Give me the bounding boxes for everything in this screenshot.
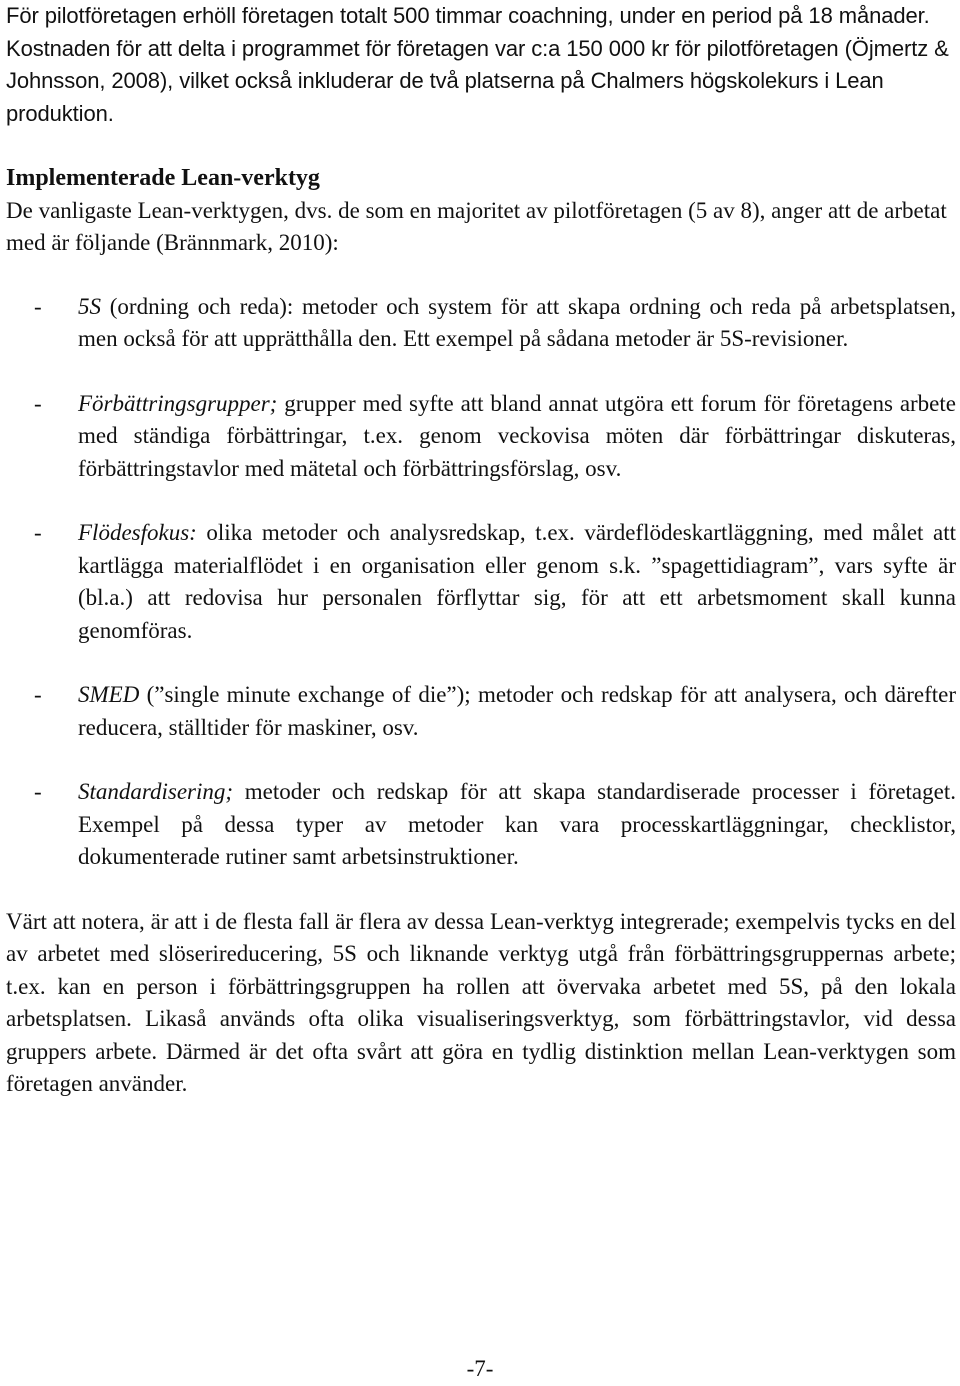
bullet-dash: - [34,520,42,545]
tool-description: grupper med syfte att bland annat utgöra ett forum för företagens arbete med ständiga förbättringar, t.ex. genom veckovisa möten där förbättringar diskuteras, förbättringstavlor med mätetal och förbättringsförslag, osv. [78,390,956,481]
bullet-dash: - [34,293,42,319]
intro-paragraph: För pilotföretagen erhöll företagen totalt 500 timmar coachning, under en period på 18 månader. Kostnaden för att delta i programmet för företagen var c:a 150 000 kr för pilotföretagen (Öjmertz & Johnsson, 2008), vilket också inkluderar de två platserna på Chalmers högskolekurs i Lean produktion. [6,3,949,126]
list-item [6,517,956,647]
list-item [6,291,956,356]
list-item [6,679,956,744]
tool-description: (ordning och reda): metoder och system för att skapa ordning och reda på arbetsplatsen, men också för att upprätthålla den. Ett exempel på sådana metoder är 5S-revisioner. [78,293,956,351]
page-number: -7- [466,1356,494,1381]
summary-paragraph: Värt att notera, är att i de flesta fall är flera av dessa Lean-verktyg integrerade; exempelvis tycks en del av arbetet med slöserireducering, 5S och liknande verktyg utgå från förbättringsgruppernas arbete; t.ex. kan en person i förbättringsgruppen ha rollen att övervaka arbetet med 5S, på den lokala arbetsplatsen. Likaså används ofta olika visualiseringsverktyg, som förbättringstavlor, vid dessa gruppers arbete. Därmed är det ofta svårt att göra en tydlig distinktion mellan Lean-verktygen som företagen använder. [6,908,956,1096]
tool-description: olika metoder och analysredskap, t.ex. värdeflödeskartläggning, med målet att kartlägga materialflödet i en organisation eller genom s.k. ”spagettidiagram”, vars syfte är (bl.a.) att redovisa hur personalen förflyttar sig, för att ett arbetsmoment skall kunna genomföras. [78,520,956,643]
document-page [6,0,956,1101]
section-heading: Implementerade Lean-verktyg [6,165,320,191]
tool-term: Förbättringsgrupper; [78,390,278,416]
bullet-dash: - [34,390,42,416]
tool-description: (”single minute exchange of die”); metoder och redskap för att analysera, och därefter reducera, ställtider för maskiner, osv. [78,682,956,740]
tool-term: 5S [78,293,101,319]
tool-term: Standardisering; [78,779,234,804]
tool-term: SMED [78,682,140,707]
bullet-dash: - [34,779,42,804]
lead-paragraph: De vanligaste Lean-verktygen, dvs. de som en majoritet av pilotföretagen (5 av 8), anger att de arbetat med är följande (Brännmark, 2010): [6,197,947,255]
lean-tools-list [6,291,956,874]
bullet-dash: - [34,682,42,707]
list-item [6,388,956,486]
tool-description: metoder och redskap för att skapa standardiserade processer i företaget. Exempel på dessa typer av metoder kan vara processkartläggningar, checklistor, dokumenterade rutiner samt arbetsinstruktioner. [78,779,956,869]
list-item [6,776,956,874]
tool-term: Flödesfokus: [78,520,197,545]
